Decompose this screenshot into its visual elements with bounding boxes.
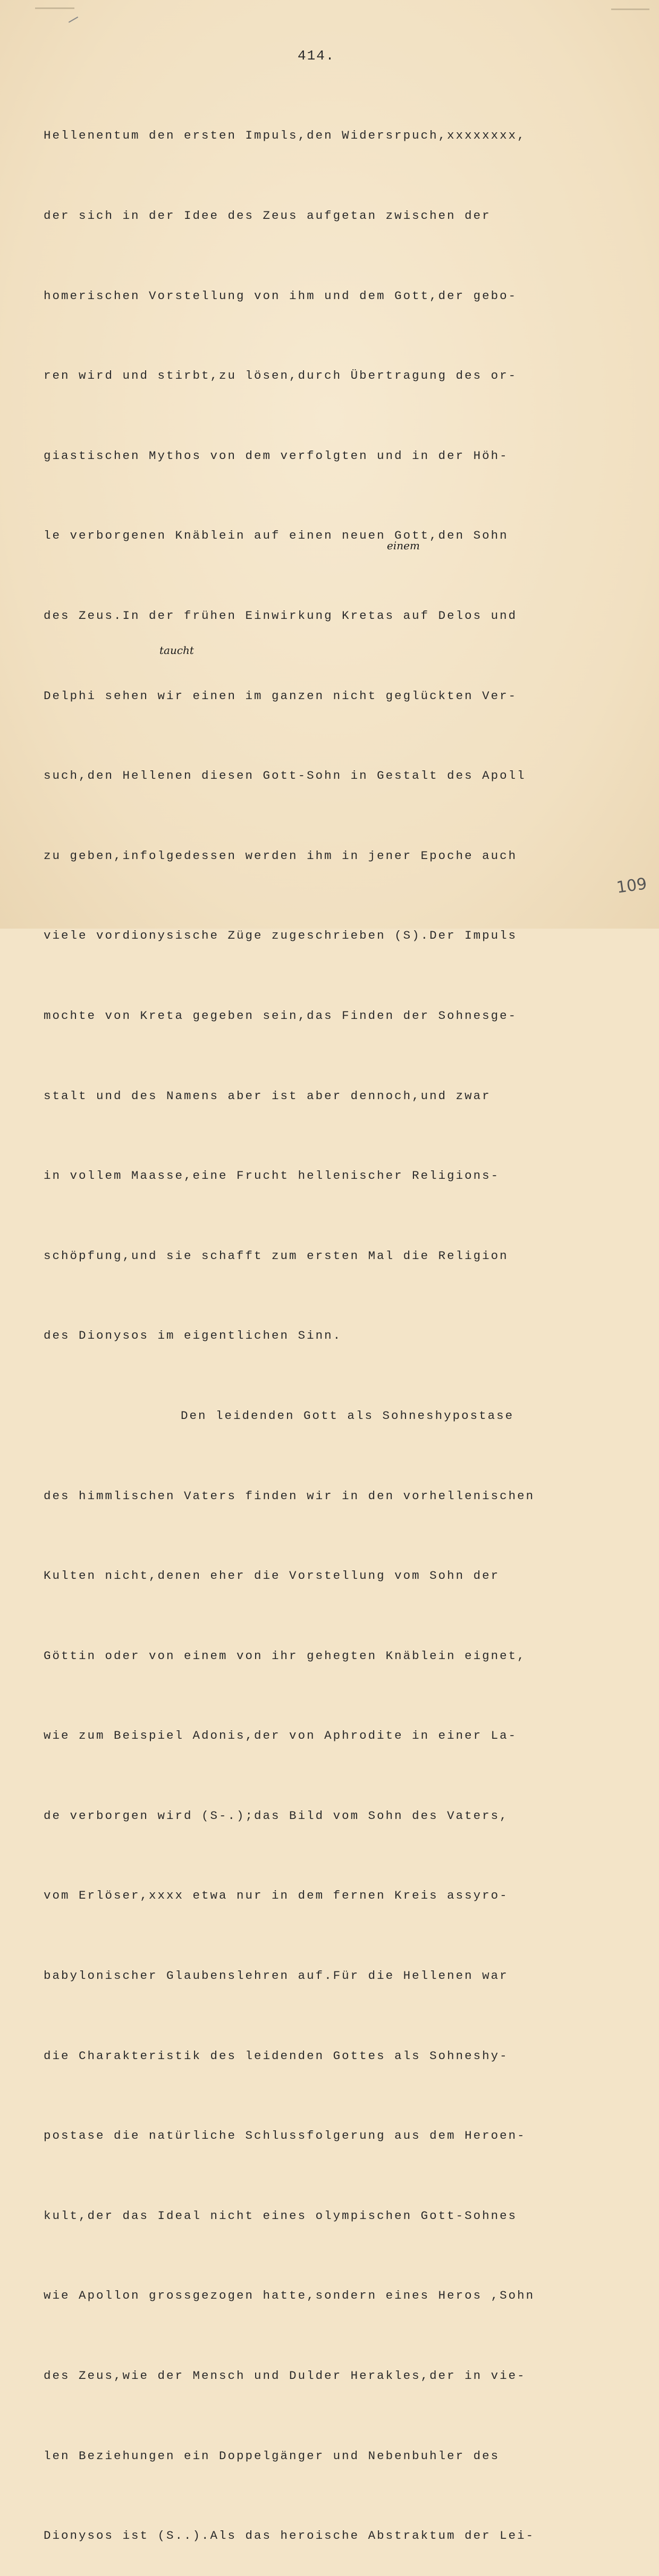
text-line: des Dionysos im eigentlichen Sinn. [44,1329,342,1343]
corner-mark-right [611,8,649,10]
text-line: wie zum Beispiel Adonis,der von Aphrodite in einer La- [44,1729,518,1743]
corner-mark-left [35,7,74,9]
text-line: kult,der das Ideal nicht eines olympischen Gott-Sohnes [44,2208,518,2223]
text-line: babylonischer Glaubenslehren auf.Für die Hellenen war [44,1969,509,1983]
text-line: len Beziehungen ein Doppelgänger und Nebenbuhler des [44,2449,500,2463]
archive-number: 109 [615,874,648,897]
text-line: le verborgenen Knäblein auf einen neuen Gott,den Sohn [44,529,509,543]
paragraph-start-line: Den leidenden Gott als Sohneshypostase [181,1408,514,1423]
text-line: mochte von Kreta gegeben sein,das Finden der Sohnesge- [44,1008,518,1023]
text-line: wie Apollon grossgezogen hatte,sondern eines Heros ,Sohn [44,2289,535,2303]
text-line: Hellenentum den ersten Impuls,den Widersrpuch,xxxxxxxx, [44,129,526,143]
text-line: der sich in der Idee des Zeus aufgetan zwischen der [44,209,491,223]
page-number: 414. [298,48,335,64]
text-line: ren wird und stirbt,zu lösen,durch Übertragung des or- [44,369,518,383]
text-line: stalt und des Namens aber ist aber dennoch,und zwar [44,1089,491,1103]
text-line: viele vordionysische Züge zugeschrieben (S).Der Impuls [44,929,518,943]
text-line: des Zeus.In der frühen Einwirkung Kretas auf Delos und [44,608,518,623]
text-line: in vollem Maasse,eine Frucht hellenischer Religions- [44,1169,500,1183]
text-line: such,den Hellenen diesen Gott-Sohn in Gestalt des Apoll [44,769,526,783]
text-line: de verborgen wird (S-.);das Bild vom Sohn des Vaters, [44,1808,509,1823]
text-line: giastischen Mythos von dem verfolgten und in der Höh- [44,448,509,463]
typescript-body [44,69,535,2576]
text-line: die Charakteristik des leidenden Gottes als Sohneshy- [44,2048,509,2063]
text-line: Dionysos ist (S..).Als das heroische Abstraktum der Lei- [44,2529,535,2543]
text-line: homerischen Vorstellung von ihm und dem Gott,der gebo- [44,288,518,303]
handwritten-insertion-taucht: taucht [159,644,194,657]
handwritten-insertion-einem: einem [387,539,420,552]
text-line: Göttin oder von einem von ihr gehegten Knäblein eignet, [44,1648,526,1663]
text-line: des himmlischen Vaters finden wir in den vorhellenischen [44,1489,535,1503]
text-line: postase die natürliche Schlussfolgerung aus dem Heroen- [44,2129,526,2143]
text-line: schöpfung,und sie schafft zum ersten Mal die Religion [44,1248,509,1263]
text-line: Kulten nicht,denen eher die Vorstellung vom Sohn der [44,1569,500,1583]
text-line: Delphi sehen wir einen im ganzen nicht geglückten Ver- [44,688,518,703]
text-line: zu geben,infolgedessen werden ihm in jener Epoche auch [44,848,518,863]
text-line: des Zeus,wie der Mensch und Dulder Herakles,der in vie- [44,2369,526,2383]
text-line: vom Erlöser,xxxx etwa nur in dem fernen Kreis assyro- [44,1889,509,1903]
